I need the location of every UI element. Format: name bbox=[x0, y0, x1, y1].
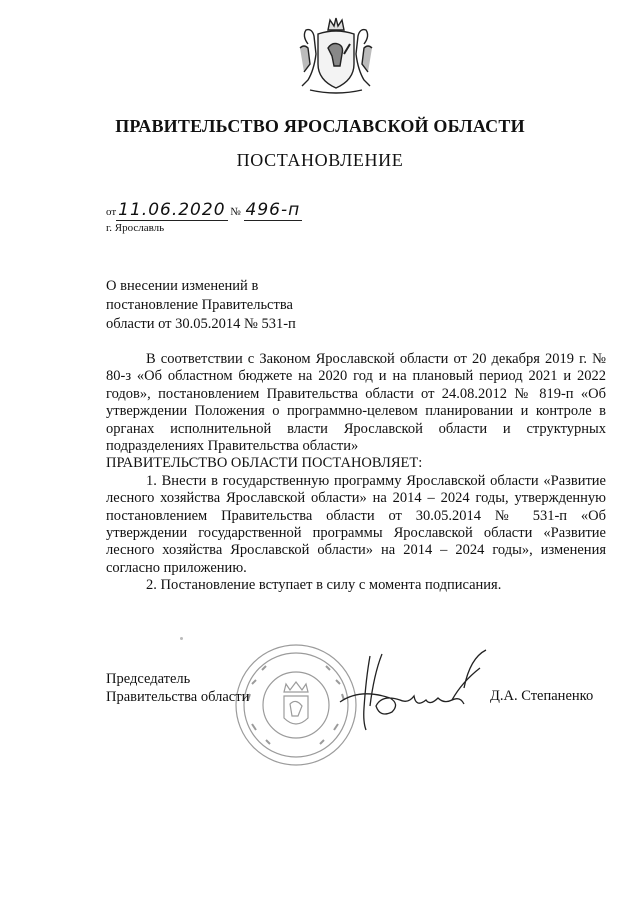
city: г. Ярославль bbox=[106, 222, 165, 234]
subject-line: постановление Правительства bbox=[106, 297, 293, 313]
subject-block bbox=[106, 277, 296, 334]
scan-speck bbox=[180, 637, 183, 640]
subject-line: области от 30.05.2014 № 531-п bbox=[106, 316, 296, 332]
coat-of-arms-icon bbox=[288, 14, 384, 96]
item-1-paragraph: 1. Внести в государственную программу Ярославской области «Развитие лесного хозяйства Ярославской области» на 2014 – 2024 годы, утвержденную постановлением Правительства области от 30.05.2014 № 531-п «Об утверждении государственной программы Ярославской области «Развитие лесного хозяйства Ярославской области» на 2014 – 2024 годы», изменения согласно приложению. bbox=[106, 472, 606, 576]
number-sign: № bbox=[230, 206, 241, 218]
date-prefix: от bbox=[106, 206, 117, 218]
signatory-name: Д.А. Степаненко bbox=[490, 688, 594, 704]
document-type: ПОСТАНОВЛЕНИЕ bbox=[236, 150, 404, 170]
document-number: 496-п bbox=[245, 200, 301, 220]
resolves-heading: ПРАВИТЕЛЬСТВО ОБЛАСТИ ПОСТАНОВЛЯЕТ: bbox=[106, 455, 423, 472]
date-number-line bbox=[106, 200, 302, 220]
subject-line: О внесении изменений в bbox=[106, 278, 259, 294]
item-2-paragraph: 2. Постановление вступает в силу с момента подписания. bbox=[146, 577, 502, 594]
preamble-paragraph: В соответствии с Законом Ярославской области от 20 декабря 2019 г. № 80-з «Об областном бюджете на 2020 год и на плановый период 2021 и 2022 годов», постановлением Правительства области от 24.08.2012 № 819-п «Об утверждении Положения о программно-целевом планировании и контроле в органах исполнительной власти Ярославской области и структурных подразделениях Правительства области» bbox=[106, 351, 606, 455]
organization-title: ПРАВИТЕЛЬСТВО ЯРОСЛАВСКОЙ ОБЛАСТИ bbox=[115, 116, 525, 136]
signatory-position bbox=[106, 670, 249, 706]
document-body bbox=[106, 351, 606, 595]
position-line: Председатель bbox=[106, 671, 191, 687]
handwritten-signature-icon bbox=[330, 648, 490, 734]
document-date: 11.06.2020 bbox=[118, 200, 226, 220]
position-line: Правительства области bbox=[106, 689, 250, 705]
